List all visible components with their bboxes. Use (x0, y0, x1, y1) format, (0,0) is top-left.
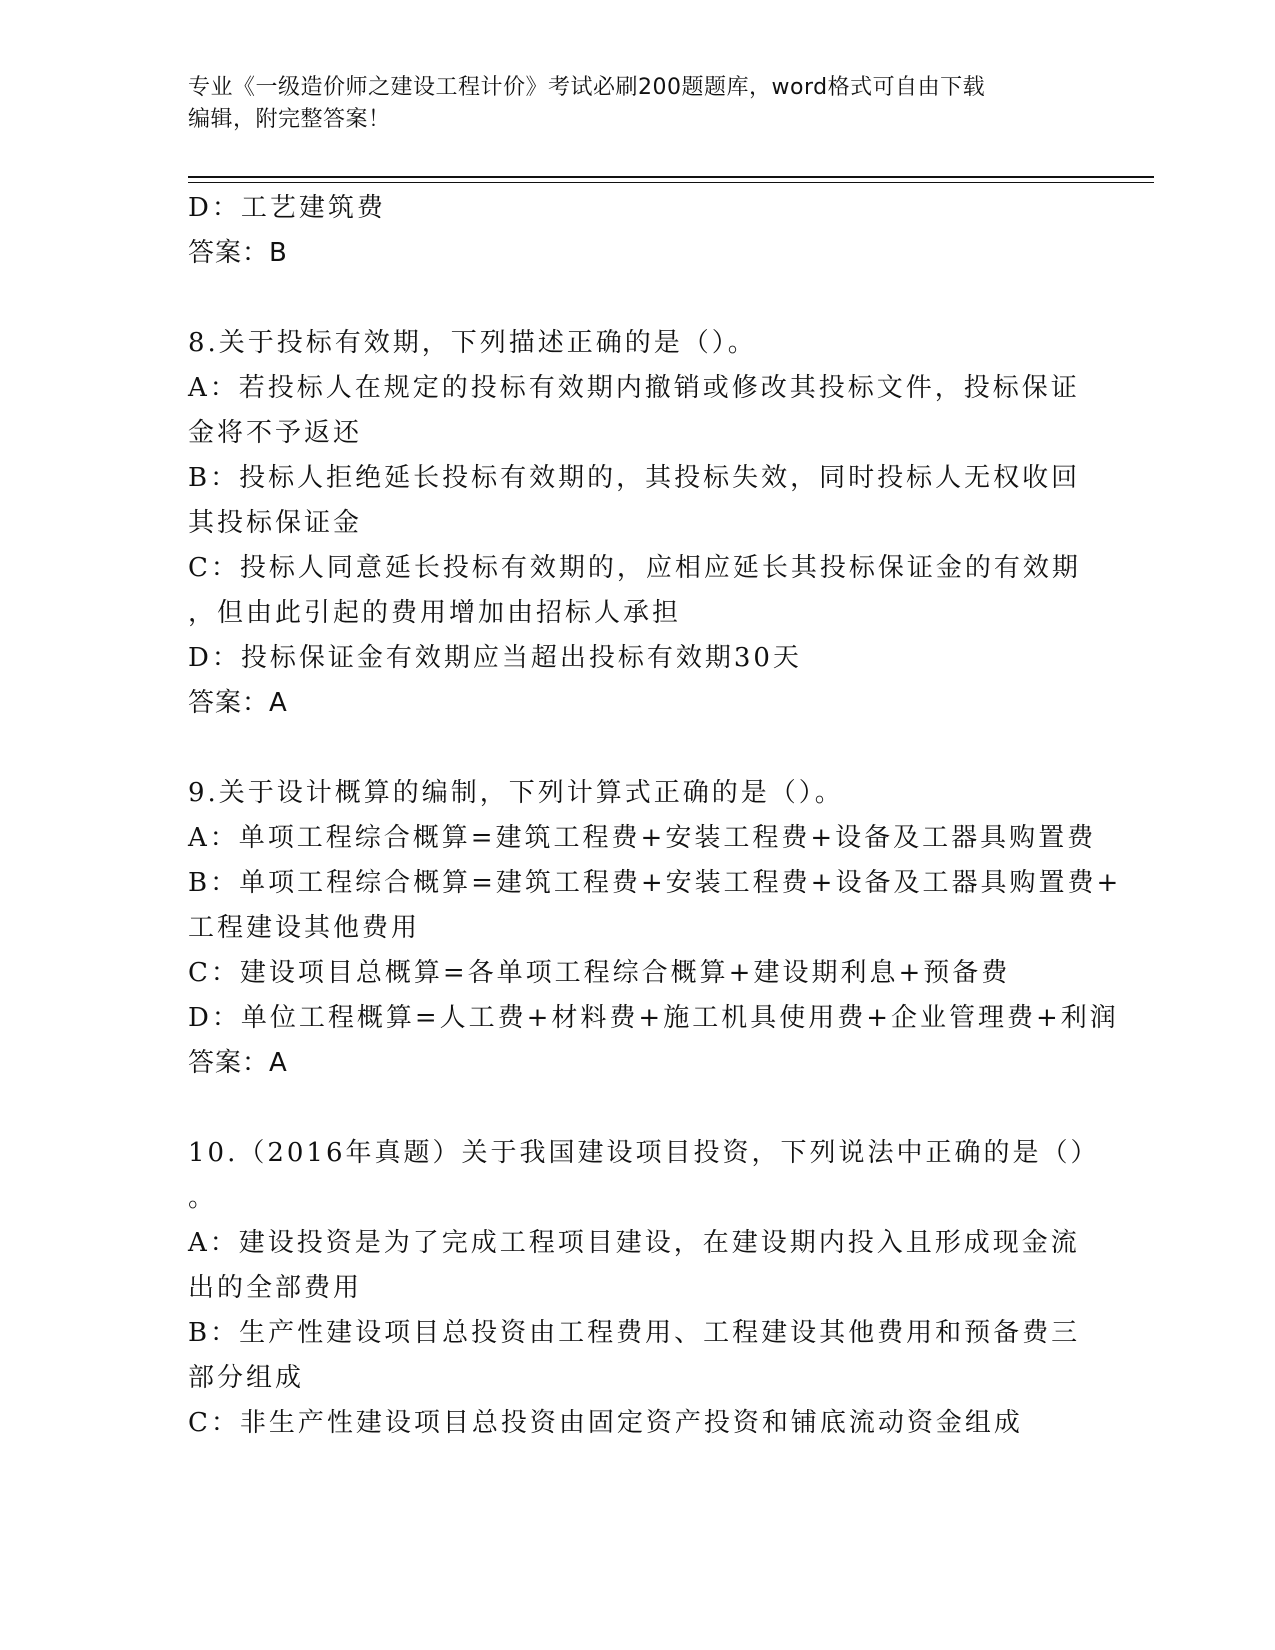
header-line-2: 编辑，附完整答案！ (188, 107, 391, 132)
option-c: C：非生产性建设项目总投资由固定资产投资和铺底流动资金组成 (188, 1408, 1023, 1438)
header-rule-thin (188, 182, 1154, 183)
header-rule-thick (188, 176, 1154, 178)
option-d: D：工艺建筑费 (188, 193, 386, 223)
question-stem-continued: 。 (188, 1183, 218, 1213)
answer: 答案：A (188, 688, 288, 718)
option-c: C：投标人同意延长投标有效期的，应相应延长其投标保证金的有效期 (188, 553, 1081, 583)
option-b-continued: 部分组成 (188, 1363, 305, 1393)
option-a: A：单项工程综合概算=建筑工程费+安装工程费+设备及工器具购置费 (188, 823, 1097, 853)
option-b: B：单项工程综合概算=建筑工程费+安装工程费+设备及工器具购置费+ (188, 868, 1122, 898)
question-10 (188, 1131, 1100, 1446)
question-stem: 10.（2016年真题）关于我国建设项目投资，下列说法中正确的是（） (188, 1138, 1100, 1168)
document-header (188, 72, 1088, 136)
option-a: A：若投标人在规定的投标有效期内撤销或修改其投标文件，投标保证 (188, 373, 1080, 403)
option-c: C：建设项目总概算=各单项工程综合概算+建设期利息+预备费 (188, 958, 1011, 988)
option-b-continued: 工程建设其他费用 (188, 913, 421, 943)
answer: 答案：A (188, 1048, 288, 1078)
question-9 (188, 771, 1122, 1086)
document-body (188, 186, 1122, 1446)
answer: 答案：B (188, 238, 288, 268)
option-d: D：投标保证金有效期应当超出投标有效期30天 (188, 643, 802, 673)
option-d: D：单位工程概算=人工费+材料费+施工机具使用费+企业管理费+利润 (188, 1003, 1119, 1033)
header-line-1: 专业《一级造价师之建设工程计价》考试必刷200题题库，word格式可自由下载 (188, 75, 986, 100)
option-a: A：建设投资是为了完成工程项目建设，在建设期内投入且形成现金流 (188, 1228, 1080, 1258)
option-a-continued: 出的全部费用 (188, 1273, 363, 1303)
question-7-tail (188, 186, 1088, 276)
option-b: B：投标人拒绝延长投标有效期的，其投标失效，同时投标人无权收回 (188, 463, 1081, 493)
option-c-continued: ，但由此引起的费用增加由招标人承担 (188, 598, 682, 628)
question-stem: 8.关于投标有效期，下列描述正确的是（）。 (188, 328, 757, 358)
option-b: B：生产性建设项目总投资由工程费用、工程建设其他费用和预备费三 (188, 1318, 1081, 1348)
option-a-continued: 金将不予返还 (188, 418, 363, 448)
question-8 (188, 321, 1088, 726)
option-b-continued: 其投标保证金 (188, 508, 363, 538)
question-stem: 9.关于设计概算的编制，下列计算式正确的是（）。 (188, 778, 844, 808)
